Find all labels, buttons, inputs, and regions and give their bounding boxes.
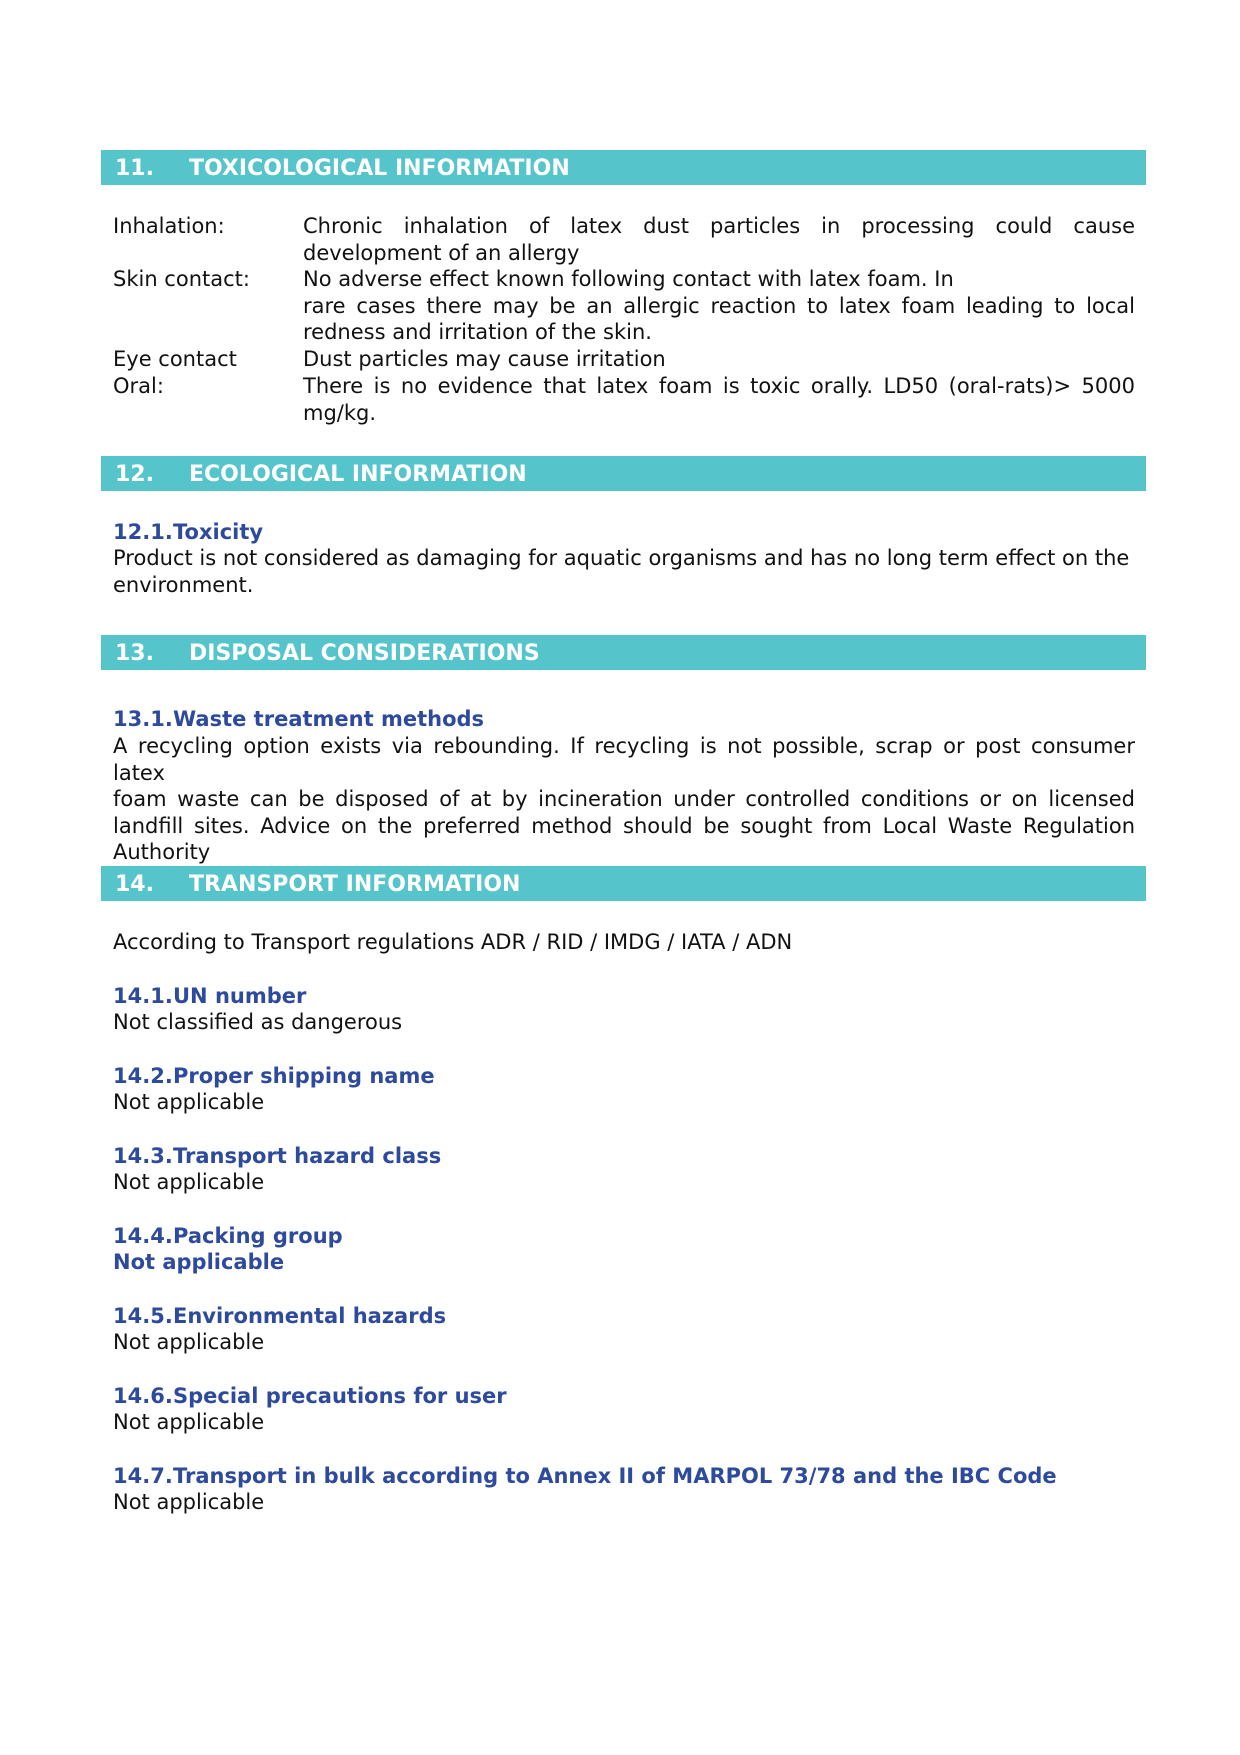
subsection-number: 14.2. [113, 1064, 173, 1088]
subsection-heading-14-6 [113, 1383, 507, 1410]
transport-intro: According to Transport regulations ADR / RID / IMDG / IATA / ADN [113, 930, 793, 954]
subsection-title: Toxicity [173, 520, 264, 544]
subsection-value-14-1: Not classified as dangerous [113, 1010, 403, 1034]
subsection-title: Proper shipping name [173, 1064, 435, 1088]
subsection-heading-14-1 [113, 983, 306, 1010]
text-line: mg/kg. [303, 400, 377, 425]
text-line: Dust particles may cause irritation [303, 347, 666, 371]
section-number: 11. [115, 156, 154, 181]
text-line: rare cases there may be an allergic reaction to latex foam leading to local [303, 293, 1135, 318]
subsection-value-14-5: Not applicable [113, 1330, 265, 1354]
subsection-value-14-2: Not applicable [113, 1090, 265, 1114]
subsection-heading-14-4 [113, 1223, 343, 1250]
section-title: ECOLOGICAL INFORMATION [189, 462, 527, 487]
text-line: A recycling option exists via rebounding. If recycling is not possible, scrap or post consumer latex [113, 734, 1135, 785]
subsection-value-14-6: Not applicable [113, 1410, 265, 1434]
row-value [303, 346, 1135, 373]
subsection-title: Environmental hazards [173, 1304, 447, 1328]
toxicity-paragraph [113, 545, 1135, 598]
row-value [303, 213, 1135, 266]
section-number: 12. [115, 462, 154, 487]
subsection-title: Transport hazard class [173, 1144, 442, 1168]
subsection-number: 14.4. [113, 1224, 173, 1248]
text-line: foam waste can be disposed of at by incineration under controlled conditions or on licensed [113, 787, 1135, 811]
subsection-value-14-4: Not applicable [113, 1250, 285, 1274]
text-line: No adverse effect known following contact with latex foam. In [303, 267, 954, 291]
subsection-title: Waste treatment methods [173, 707, 485, 731]
section-header-12 [101, 456, 1146, 491]
subsection-heading-13-1 [113, 706, 484, 733]
row-label: Inhalation: [113, 214, 225, 238]
section-number: 13. [115, 641, 154, 666]
text-line: Chronic inhalation of latex dust particles in processing could cause [303, 214, 1135, 238]
subsection-title: Transport in bulk according to Annex II of MARPOL 73/78 and the IBC Code [173, 1464, 1057, 1488]
subsection-heading-14-7 [113, 1463, 1057, 1490]
subsection-number: 14.7. [113, 1464, 173, 1488]
subsection-title: UN number [173, 984, 307, 1008]
section-title: TRANSPORT INFORMATION [189, 872, 521, 897]
text-line: Product is not considered as damaging for aquatic organisms and has no long term effect on the [113, 546, 1130, 570]
subsection-heading-14-2 [113, 1063, 435, 1090]
section-number: 14. [115, 872, 154, 897]
text-line: Authority [113, 840, 211, 864]
subsection-number: 13.1. [113, 707, 173, 731]
text-line: There is no evidence that latex foam is toxic orally. LD50 (oral-rats)> 5000 [303, 374, 1135, 398]
subsection-title: Packing group [173, 1224, 343, 1248]
subsection-heading-14-5 [113, 1303, 446, 1330]
text-line: development of an allergy [303, 240, 580, 265]
subsection-heading-14-3 [113, 1143, 441, 1170]
subsection-number: 14.1. [113, 984, 173, 1008]
subsection-heading-12-1 [113, 519, 263, 546]
subsection-number: 14.5. [113, 1304, 173, 1328]
section-header-13 [101, 635, 1146, 670]
text-line: environment. [113, 572, 254, 597]
section-title: DISPOSAL CONSIDERATIONS [189, 641, 540, 666]
row-value [303, 373, 1135, 426]
subsection-number: 14.3. [113, 1144, 173, 1168]
row-value [303, 266, 1135, 346]
text-line: redness and irritation of the skin. [303, 320, 652, 344]
section-title: TOXICOLOGICAL INFORMATION [189, 156, 570, 181]
row-label: Oral: [113, 374, 164, 398]
row-label: Skin contact: [113, 267, 250, 291]
subsection-number: 12.1. [113, 520, 173, 544]
row-label: Eye contact [113, 347, 237, 371]
section-header-14 [101, 866, 1146, 901]
subsection-number: 14.6. [113, 1384, 173, 1408]
subsection-value-14-3: Not applicable [113, 1170, 265, 1194]
waste-paragraph [113, 733, 1135, 866]
text-line: landfill sites. Advice on the preferred method should be sought from Local Waste Regulation [113, 813, 1135, 838]
subsection-title: Special precautions for user [173, 1384, 507, 1408]
section-header-11 [101, 150, 1146, 185]
subsection-value-14-7: Not applicable [113, 1490, 265, 1514]
